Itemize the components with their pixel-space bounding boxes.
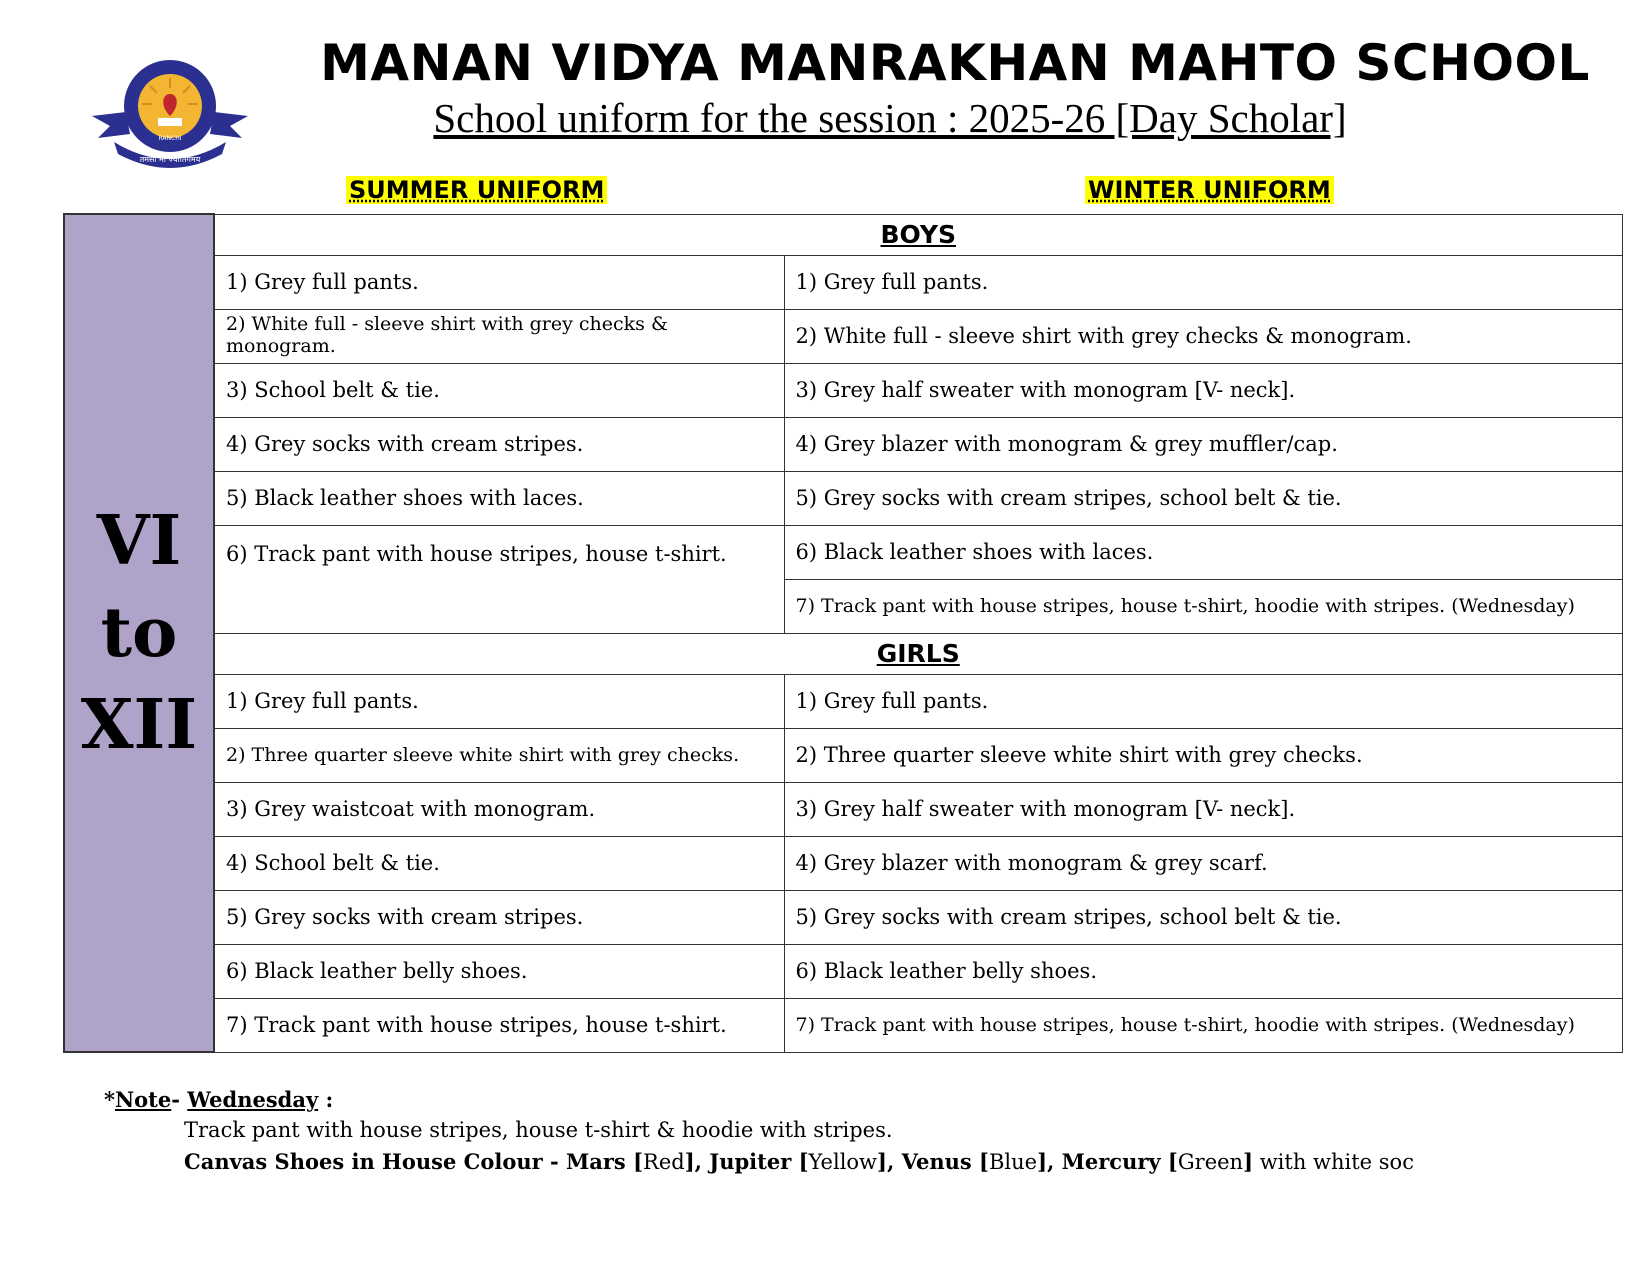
- class-range-cell: [64, 214, 214, 1052]
- boys-winter-item: 4) Grey blazer with monogram & grey muffler/cap.: [784, 417, 1622, 471]
- boys-summer-item: 1) Grey full pants.: [214, 255, 784, 309]
- house-mars: Mars: [566, 1149, 626, 1174]
- boys-heading: BOYS: [214, 214, 1622, 255]
- school-name: MANAN VIDYA MANRAKHAN MAHTO SCHOOL: [320, 34, 1590, 92]
- girls-winter-item: 4) Grey blazer with monogram & grey scarf.: [784, 836, 1622, 890]
- girls-winter-item: 7) Track pant with house stripes, house t-shirt, hoodie with stripes. (Wednesday): [784, 998, 1622, 1052]
- logo-motto: तमसो माँ ज्योतिर्गमय: [139, 155, 201, 164]
- house-mercury-colour: Green: [1177, 1150, 1244, 1174]
- girls-summer-item: 3) Grey waistcoat with monogram.: [214, 782, 784, 836]
- note-tail: with white soc: [1253, 1150, 1414, 1174]
- note-label: Note: [114, 1087, 172, 1112]
- house-jupiter: Jupiter: [709, 1149, 792, 1174]
- summer-uniform-heading: SUMMER UNIFORM: [346, 176, 607, 204]
- girls-winter-item: 5) Grey socks with cream stripes, school belt & tie.: [784, 890, 1622, 944]
- girls-heading-row: [64, 633, 1622, 674]
- boys-heading-row: [64, 214, 1622, 255]
- note-heading: [104, 1084, 1414, 1115]
- table-row: [64, 944, 1622, 998]
- girls-summer-item: 1) Grey full pants.: [214, 674, 784, 728]
- girls-summer-item: 7) Track pant with house stripes, house t-shirt.: [214, 998, 784, 1052]
- boys-summer-item: 3) School belt & tie.: [214, 363, 784, 417]
- school-logo: [88, 58, 252, 170]
- house-mercury: Mercury: [1061, 1149, 1161, 1174]
- girls-winter-item: 2) Three quarter sleeve white shirt with grey checks.: [784, 728, 1622, 782]
- girls-heading: GIRLS: [214, 633, 1622, 674]
- class-from: VI: [96, 501, 182, 581]
- boys-winter-item: 6) Black leather shoes with laces.: [784, 525, 1622, 579]
- table-row: [64, 255, 1622, 309]
- note-day: Wednesday: [187, 1087, 319, 1112]
- table-row: [64, 471, 1622, 525]
- table-row: [64, 890, 1622, 944]
- table-row: [64, 309, 1622, 363]
- note-prefix: *: [104, 1087, 115, 1112]
- boys-summer-item: 4) Grey socks with cream stripes.: [214, 417, 784, 471]
- winter-uniform-heading: WINTER UNIFORM: [1085, 176, 1334, 204]
- boys-winter-item: 1) Grey full pants.: [784, 255, 1622, 309]
- girls-summer-item: 4) School belt & tie.: [214, 836, 784, 890]
- logo-ribbon-left: [92, 112, 130, 138]
- table-row: [64, 782, 1622, 836]
- logo-ribbon-right: [210, 112, 248, 138]
- boys-summer-item: 2) White full - sleeve shirt with grey checks & monogram.: [214, 309, 784, 363]
- canvas-shoes-label: Canvas Shoes in House Colour -: [184, 1149, 567, 1174]
- boys-winter-item: 2) White full - sleeve shirt with grey checks & monogram.: [784, 309, 1622, 363]
- note-dash: -: [171, 1087, 188, 1112]
- girls-summer-item: 5) Grey socks with cream stripes.: [214, 890, 784, 944]
- girls-winter-item: 1) Grey full pants.: [784, 674, 1622, 728]
- girls-summer-item: 2) Three quarter sleeve white shirt with grey checks.: [214, 728, 784, 782]
- table-row: [64, 674, 1622, 728]
- note-line-canvas-shoes: Canvas Shoes in House Colour - Mars [Red], Jupiter [Yellow], Venus [Blue], Mercury [Green] with white soc: [184, 1149, 1414, 1174]
- house-separator: ,: [1047, 1149, 1062, 1174]
- table-row: [64, 525, 1622, 579]
- table-row: [64, 998, 1622, 1052]
- table-row: [64, 363, 1622, 417]
- boys-summer-item: 6) Track pant with house stripes, house t-shirt.: [214, 525, 784, 633]
- note-section: [104, 1084, 1414, 1178]
- table-row: [64, 728, 1622, 782]
- girls-summer-item: 6) Black leather belly shoes.: [214, 944, 784, 998]
- house-venus: Venus: [901, 1149, 972, 1174]
- boys-winter-item: 3) Grey half sweater with monogram [V- neck].: [784, 363, 1622, 417]
- boys-winter-item: 7) Track pant with house stripes, house t-shirt, hoodie with stripes. (Wednesday): [784, 579, 1622, 633]
- girls-winter-item: 3) Grey half sweater with monogram [V- neck].: [784, 782, 1622, 836]
- house-jupiter-colour: Yellow: [808, 1150, 878, 1174]
- house-separator: ,: [886, 1149, 902, 1174]
- note-line-track-pant: Track pant with house stripes, house t-shirt & hoodie with stripes.: [184, 1118, 893, 1142]
- house-separator: ,: [694, 1149, 710, 1174]
- logo-city: RANCHI: [158, 135, 182, 142]
- girls-winter-item: 6) Black leather belly shoes.: [784, 944, 1622, 998]
- page-subtitle: School uniform for the session : 2025-26 [Day Scholar]: [433, 95, 1347, 141]
- table-row: [64, 836, 1622, 890]
- boys-summer-item: 5) Black leather shoes with laces.: [214, 471, 784, 525]
- class-end: XII: [80, 685, 198, 765]
- table-row: [64, 417, 1622, 471]
- uniform-table: [63, 213, 1623, 1053]
- boys-winter-item: 5) Grey socks with cream stripes, school belt & tie.: [784, 471, 1622, 525]
- house-mars-colour: Red: [643, 1150, 685, 1174]
- house-venus-colour: Blue: [988, 1150, 1038, 1174]
- class-to: to: [100, 593, 178, 673]
- logo-book-icon: [158, 118, 182, 126]
- note-colon: :: [318, 1087, 334, 1112]
